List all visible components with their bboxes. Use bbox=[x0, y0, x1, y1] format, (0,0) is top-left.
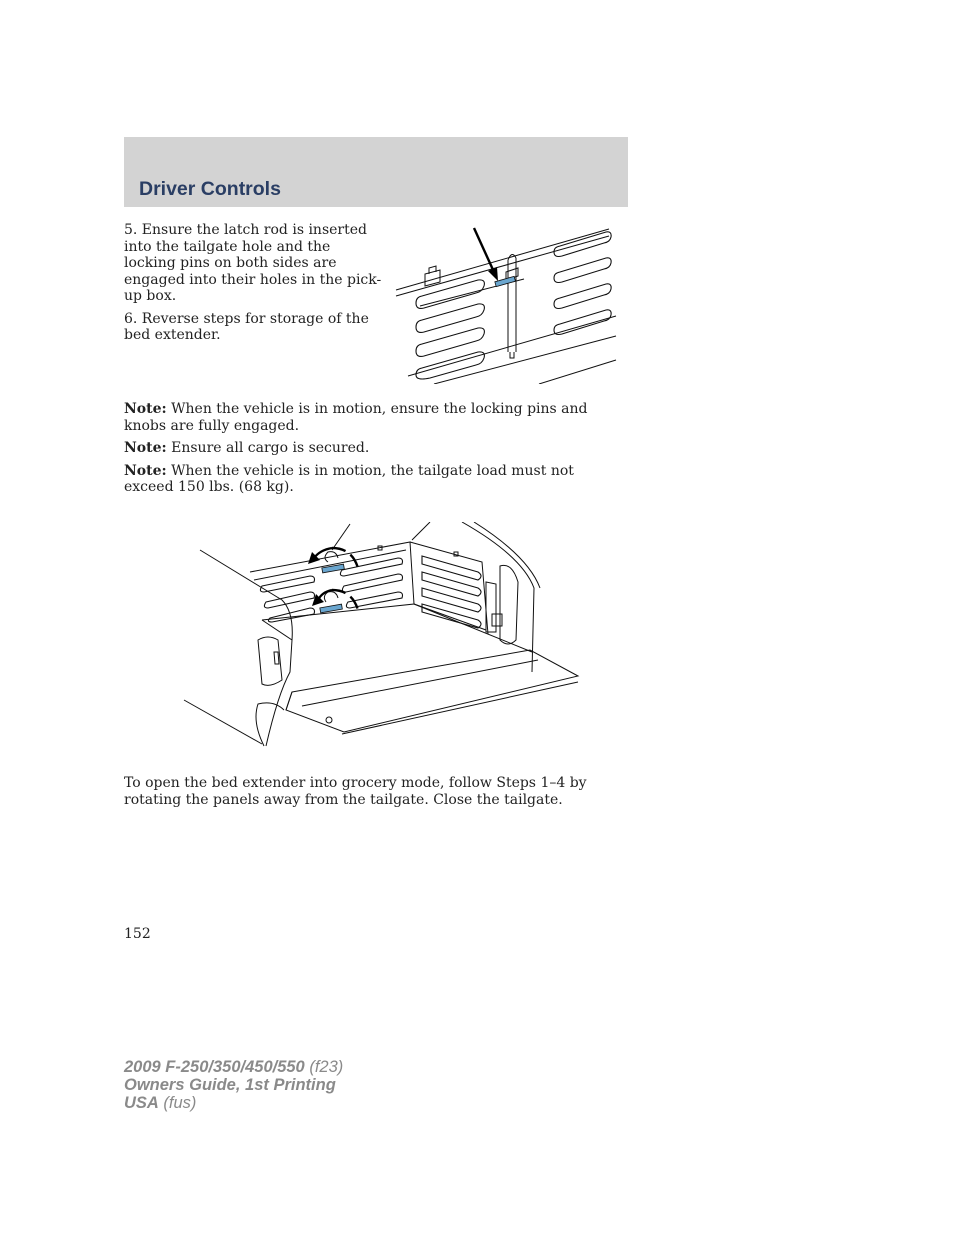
note-tailgate-load bbox=[124, 463, 624, 496]
footer-market-code: (fus) bbox=[158, 1094, 197, 1112]
footer-line-3 bbox=[124, 1094, 343, 1112]
note-text: When the vehicle is in motion, ensure the locking pins and knobs are fully engaged. bbox=[124, 401, 588, 434]
note-cargo bbox=[124, 440, 624, 457]
grocery-mode-instructions: To open the bed extender into grocery mode, follow Steps 1–4 by rotating the panels away from the tailgate. Close the tailgate. bbox=[124, 775, 587, 808]
page-number: 152 bbox=[124, 926, 151, 942]
footer-market: USA bbox=[124, 1094, 159, 1112]
footer-model-code: (f23) bbox=[304, 1058, 344, 1076]
step-6: 6. Reverse steps for storage of the bed extender. bbox=[124, 310, 369, 343]
section-title: Driver Controls bbox=[139, 178, 281, 200]
footer-model: 2009 F-250/350/450/550 bbox=[124, 1058, 305, 1076]
notes-block bbox=[124, 401, 624, 502]
footer-line-1 bbox=[124, 1058, 343, 1076]
note-text: Ensure all cargo is secured. bbox=[166, 440, 370, 456]
steps-block bbox=[124, 222, 386, 350]
note-label: Note: bbox=[124, 401, 167, 417]
note-label: Note: bbox=[124, 462, 167, 479]
note-pins-knobs bbox=[124, 401, 624, 434]
document-footer bbox=[124, 1058, 343, 1112]
step-5: 5. Ensure the latch rod is inserted into the tailgate hole and the locking pins on both sides are engaged into their holes in the pick-up box. bbox=[124, 222, 382, 304]
footer-line-2: Owners Guide, 1st Printing bbox=[124, 1076, 336, 1094]
bed-extender-illustration bbox=[182, 522, 582, 750]
latch-rod-illustration bbox=[394, 224, 620, 384]
section-header-band bbox=[124, 137, 628, 207]
note-label: Note: bbox=[124, 440, 167, 456]
note-text: When the vehicle is in motion, the tailgate load must not exceed 150 lbs. (68 kg). bbox=[124, 462, 574, 495]
